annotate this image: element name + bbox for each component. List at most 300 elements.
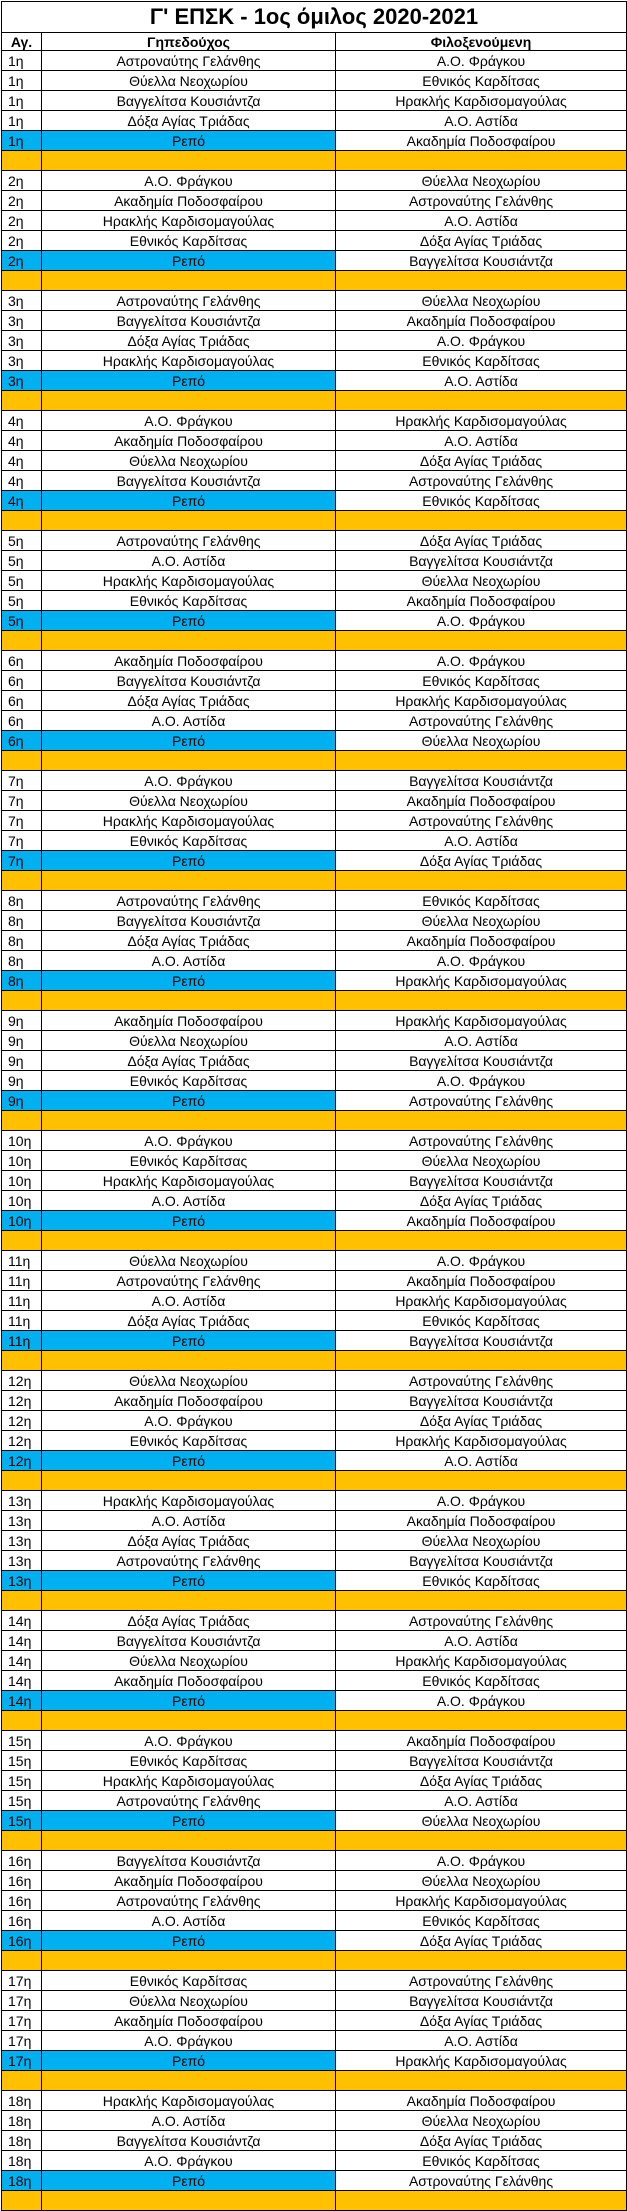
rest-row bbox=[2, 251, 627, 271]
away-team-cell: Α.Ο. Αστίδα bbox=[336, 371, 627, 391]
home-team-cell: Α.Ο. Φράγκου bbox=[42, 771, 336, 791]
separator-cell bbox=[42, 151, 336, 171]
home-team-cell: Βαγγελίτσα Κουσιάντζα bbox=[42, 91, 336, 111]
match-row bbox=[2, 171, 627, 191]
separator-cell bbox=[336, 1711, 627, 1731]
home-team-cell: Α.Ο. Αστίδα bbox=[42, 551, 336, 571]
fixtures-table bbox=[1, 1, 627, 2211]
match-row bbox=[2, 1011, 627, 1031]
rest-cell: Ρεπό bbox=[42, 2051, 336, 2071]
match-row bbox=[2, 51, 627, 71]
home-team-cell: Ακαδημία Ποδοσφαίρου bbox=[42, 431, 336, 451]
match-row bbox=[2, 311, 627, 331]
home-team-cell: Α.Ο. Φράγκου bbox=[42, 1131, 336, 1151]
home-team-cell: Βαγγελίτσα Κουσιάντζα bbox=[42, 311, 336, 331]
round-cell: 4η bbox=[2, 471, 42, 491]
separator-cell bbox=[42, 631, 336, 651]
round-separator-row bbox=[2, 511, 627, 531]
home-team-cell: Α.Ο. Φράγκου bbox=[42, 171, 336, 191]
round-cell: 17η bbox=[2, 2051, 42, 2071]
round-separator-row bbox=[2, 1111, 627, 1131]
separator-cell bbox=[42, 1711, 336, 1731]
away-team-cell: Ηρακλής Καρδισομαγούλας bbox=[336, 691, 627, 711]
separator-cell bbox=[2, 631, 42, 651]
home-team-cell: Αστροναύτης Γελάνθης bbox=[42, 531, 336, 551]
round-cell: 4η bbox=[2, 491, 42, 511]
separator-cell bbox=[2, 991, 42, 1011]
home-team-cell: Αστροναύτης Γελάνθης bbox=[42, 51, 336, 71]
round-cell: 13η bbox=[2, 1551, 42, 1571]
away-team-cell: Εθνικός Καρδίτσας bbox=[336, 71, 627, 91]
home-team-cell: Θύελλα Νεοχωρίου bbox=[42, 1371, 336, 1391]
separator-cell bbox=[2, 751, 42, 771]
match-row bbox=[2, 1791, 627, 1811]
match-row bbox=[2, 831, 627, 851]
separator-cell bbox=[2, 391, 42, 411]
round-cell: 7η bbox=[2, 791, 42, 811]
separator-cell bbox=[336, 151, 627, 171]
away-team-cell: Εθνικός Καρδίτσας bbox=[336, 491, 627, 511]
separator-cell bbox=[42, 751, 336, 771]
round-cell: 10η bbox=[2, 1191, 42, 1211]
away-team-cell: Α.Ο. Αστίδα bbox=[336, 2031, 627, 2051]
away-team-cell: Βαγγελίτσα Κουσιάντζα bbox=[336, 1551, 627, 1571]
round-cell: 8η bbox=[2, 911, 42, 931]
match-row bbox=[2, 331, 627, 351]
round-separator-row bbox=[2, 2191, 627, 2211]
rest-row bbox=[2, 731, 627, 751]
round-cell: 16η bbox=[2, 1931, 42, 1951]
home-team-cell: Ηρακλής Καρδισομαγούλας bbox=[42, 811, 336, 831]
match-row bbox=[2, 951, 627, 971]
home-team-cell: Εθνικός Καρδίτσας bbox=[42, 1751, 336, 1771]
away-team-cell: Αστροναύτης Γελάνθης bbox=[336, 1131, 627, 1151]
match-row bbox=[2, 1151, 627, 1171]
match-row bbox=[2, 2031, 627, 2051]
rest-row bbox=[2, 1571, 627, 1591]
rest-row bbox=[2, 1331, 627, 1351]
round-cell: 2η bbox=[2, 171, 42, 191]
away-team-cell: Α.Ο. Φράγκου bbox=[336, 951, 627, 971]
round-separator-row bbox=[2, 871, 627, 891]
away-team-cell: Α.Ο. Αστίδα bbox=[336, 1451, 627, 1471]
round-cell: 16η bbox=[2, 1891, 42, 1911]
match-row bbox=[2, 1491, 627, 1511]
rest-row bbox=[2, 491, 627, 511]
header-home: Γηπεδούχος bbox=[42, 33, 336, 51]
match-row bbox=[2, 1411, 627, 1431]
away-team-cell: Δόξα Αγίας Τριάδας bbox=[336, 851, 627, 871]
match-row bbox=[2, 1671, 627, 1691]
rest-cell: Ρεπό bbox=[42, 2171, 336, 2191]
round-cell: 11η bbox=[2, 1291, 42, 1311]
home-team-cell: Δόξα Αγίας Τριάδας bbox=[42, 331, 336, 351]
round-cell: 13η bbox=[2, 1511, 42, 1531]
round-cell: 10η bbox=[2, 1131, 42, 1151]
away-team-cell: Ηρακλής Καρδισομαγούλας bbox=[336, 1891, 627, 1911]
round-cell: 1η bbox=[2, 111, 42, 131]
round-cell: 17η bbox=[2, 1991, 42, 2011]
round-separator-row bbox=[2, 391, 627, 411]
home-team-cell: Δόξα Αγίας Τριάδας bbox=[42, 1051, 336, 1071]
away-team-cell: Α.Ο. Φράγκου bbox=[336, 1691, 627, 1711]
rest-cell: Ρεπό bbox=[42, 251, 336, 271]
round-cell: 6η bbox=[2, 671, 42, 691]
home-team-cell: Θύελλα Νεοχωρίου bbox=[42, 1991, 336, 2011]
home-team-cell: Βαγγελίτσα Κουσιάντζα bbox=[42, 1851, 336, 1871]
match-row bbox=[2, 431, 627, 451]
separator-cell bbox=[42, 871, 336, 891]
round-cell: 6η bbox=[2, 711, 42, 731]
home-team-cell: Α.Ο. Φράγκου bbox=[42, 2031, 336, 2051]
round-cell: 18η bbox=[2, 2091, 42, 2111]
round-cell: 9η bbox=[2, 1091, 42, 1111]
away-team-cell: Α.Ο. Αστίδα bbox=[336, 831, 627, 851]
round-cell: 15η bbox=[2, 1791, 42, 1811]
round-separator-row bbox=[2, 1231, 627, 1251]
separator-cell bbox=[336, 2071, 627, 2091]
match-row bbox=[2, 771, 627, 791]
separator-cell bbox=[2, 2071, 42, 2091]
rest-cell: Ρεπό bbox=[42, 1091, 336, 1111]
away-team-cell: Θύελλα Νεοχωρίου bbox=[336, 1531, 627, 1551]
round-cell: 1η bbox=[2, 131, 42, 151]
away-team-cell: Βαγγελίτσα Κουσιάντζα bbox=[336, 1051, 627, 1071]
round-cell: 2η bbox=[2, 191, 42, 211]
fixtures-table-body bbox=[2, 2, 627, 2211]
round-cell: 2η bbox=[2, 251, 42, 271]
match-row bbox=[2, 2011, 627, 2031]
separator-cell bbox=[42, 2071, 336, 2091]
round-cell: 4η bbox=[2, 451, 42, 471]
match-row bbox=[2, 1371, 627, 1391]
separator-cell bbox=[42, 1231, 336, 1251]
rest-cell: Ρεπό bbox=[42, 971, 336, 991]
match-row bbox=[2, 2131, 627, 2151]
away-team-cell: Εθνικός Καρδίτσας bbox=[336, 1911, 627, 1931]
separator-cell bbox=[42, 1951, 336, 1971]
rest-row bbox=[2, 611, 627, 631]
rest-cell: Ρεπό bbox=[42, 1211, 336, 1231]
away-team-cell: Ηρακλής Καρδισομαγούλας bbox=[336, 971, 627, 991]
round-cell: 18η bbox=[2, 2131, 42, 2151]
home-team-cell: Ακαδημία Ποδοσφαίρου bbox=[42, 2011, 336, 2031]
away-team-cell: Θύελλα Νεοχωρίου bbox=[336, 911, 627, 931]
match-row bbox=[2, 1291, 627, 1311]
round-cell: 3η bbox=[2, 371, 42, 391]
home-team-cell: Εθνικός Καρδίτσας bbox=[42, 1971, 336, 1991]
home-team-cell: Δόξα Αγίας Τριάδας bbox=[42, 931, 336, 951]
away-team-cell: Α.Ο. Αστίδα bbox=[336, 1791, 627, 1811]
match-row bbox=[2, 351, 627, 371]
home-team-cell: Θύελλα Νεοχωρίου bbox=[42, 1251, 336, 1271]
away-team-cell: Ηρακλής Καρδισομαγούλας bbox=[336, 2051, 627, 2071]
match-row bbox=[2, 1971, 627, 1991]
separator-cell bbox=[336, 1951, 627, 1971]
round-cell: 15η bbox=[2, 1771, 42, 1791]
home-team-cell: Ηρακλής Καρδισομαγούλας bbox=[42, 1771, 336, 1791]
away-team-cell: Αστροναύτης Γελάνθης bbox=[336, 1971, 627, 1991]
match-row bbox=[2, 571, 627, 591]
away-team-cell: Α.Ο. Αστίδα bbox=[336, 1631, 627, 1651]
match-row bbox=[2, 1731, 627, 1751]
round-cell: 3η bbox=[2, 291, 42, 311]
match-row bbox=[2, 1651, 627, 1671]
home-team-cell: Θύελλα Νεοχωρίου bbox=[42, 71, 336, 91]
match-row bbox=[2, 531, 627, 551]
away-team-cell: Ηρακλής Καρδισομαγούλας bbox=[336, 91, 627, 111]
match-row bbox=[2, 891, 627, 911]
round-cell: 3η bbox=[2, 351, 42, 371]
rest-cell: Ρεπό bbox=[42, 1331, 336, 1351]
away-team-cell: Α.Ο. Αστίδα bbox=[336, 111, 627, 131]
round-separator-row bbox=[2, 631, 627, 651]
rest-cell: Ρεπό bbox=[42, 611, 336, 631]
round-cell: 13η bbox=[2, 1571, 42, 1591]
away-team-cell: Δόξα Αγίας Τριάδας bbox=[336, 451, 627, 471]
away-team-cell: Αστροναύτης Γελάνθης bbox=[336, 811, 627, 831]
round-cell: 8η bbox=[2, 971, 42, 991]
match-row bbox=[2, 291, 627, 311]
home-team-cell: Δόξα Αγίας Τριάδας bbox=[42, 111, 336, 131]
away-team-cell: Αστροναύτης Γελάνθης bbox=[336, 1371, 627, 1391]
home-team-cell: Αστροναύτης Γελάνθης bbox=[42, 1891, 336, 1911]
match-row bbox=[2, 2111, 627, 2131]
match-row bbox=[2, 1131, 627, 1151]
round-cell: 12η bbox=[2, 1451, 42, 1471]
home-team-cell: Αστροναύτης Γελάνθης bbox=[42, 1551, 336, 1571]
home-team-cell: Ακαδημία Ποδοσφαίρου bbox=[42, 1391, 336, 1411]
home-team-cell: Ηρακλής Καρδισομαγούλας bbox=[42, 2091, 336, 2111]
away-team-cell: Α.Ο. Αστίδα bbox=[336, 1031, 627, 1051]
match-row bbox=[2, 651, 627, 671]
round-cell: 16η bbox=[2, 1871, 42, 1891]
separator-cell bbox=[336, 991, 627, 1011]
away-team-cell: Θύελλα Νεοχωρίου bbox=[336, 1151, 627, 1171]
home-team-cell: Θύελλα Νεοχωρίου bbox=[42, 1031, 336, 1051]
round-cell: 8η bbox=[2, 951, 42, 971]
match-row bbox=[2, 111, 627, 131]
away-team-cell: Ακαδημία Ποδοσφαίρου bbox=[336, 1271, 627, 1291]
round-cell: 7η bbox=[2, 811, 42, 831]
match-row bbox=[2, 231, 627, 251]
title-row bbox=[2, 2, 627, 33]
separator-cell bbox=[42, 1111, 336, 1131]
home-team-cell: Βαγγελίτσα Κουσιάντζα bbox=[42, 1631, 336, 1651]
away-team-cell: Α.Ο. Αστίδα bbox=[336, 431, 627, 451]
round-cell: 14η bbox=[2, 1651, 42, 1671]
away-team-cell: Θύελλα Νεοχωρίου bbox=[336, 171, 627, 191]
match-row bbox=[2, 1991, 627, 2011]
round-cell: 14η bbox=[2, 1691, 42, 1711]
home-team-cell: Δόξα Αγίας Τριάδας bbox=[42, 1611, 336, 1631]
round-cell: 12η bbox=[2, 1391, 42, 1411]
rest-cell: Ρεπό bbox=[42, 1571, 336, 1591]
away-team-cell: Ακαδημία Ποδοσφαίρου bbox=[336, 131, 627, 151]
match-row bbox=[2, 1031, 627, 1051]
match-row bbox=[2, 191, 627, 211]
match-row bbox=[2, 1071, 627, 1091]
home-team-cell: Εθνικός Καρδίτσας bbox=[42, 1431, 336, 1451]
round-separator-row bbox=[2, 751, 627, 771]
rest-row bbox=[2, 1691, 627, 1711]
round-cell: 18η bbox=[2, 2151, 42, 2171]
away-team-cell: Εθνικός Καρδίτσας bbox=[336, 1311, 627, 1331]
separator-cell bbox=[2, 1351, 42, 1371]
home-team-cell: Ακαδημία Ποδοσφαίρου bbox=[42, 1871, 336, 1891]
separator-cell bbox=[2, 1591, 42, 1611]
match-row bbox=[2, 671, 627, 691]
home-team-cell: Α.Ο. Αστίδα bbox=[42, 1291, 336, 1311]
separator-cell bbox=[2, 1831, 42, 1851]
rest-row bbox=[2, 131, 627, 151]
home-team-cell: Ακαδημία Ποδοσφαίρου bbox=[42, 1011, 336, 1031]
round-cell: 5η bbox=[2, 571, 42, 591]
away-team-cell: Δόξα Αγίας Τριάδας bbox=[336, 1931, 627, 1951]
rest-row bbox=[2, 1451, 627, 1471]
rest-row bbox=[2, 1091, 627, 1111]
away-team-cell: Ηρακλής Καρδισομαγούλας bbox=[336, 1431, 627, 1451]
separator-cell bbox=[2, 871, 42, 891]
round-cell: 16η bbox=[2, 1851, 42, 1871]
round-cell: 10η bbox=[2, 1171, 42, 1191]
separator-cell bbox=[42, 991, 336, 1011]
round-cell: 7η bbox=[2, 831, 42, 851]
rest-cell: Ρεπό bbox=[42, 1451, 336, 1471]
separator-cell bbox=[2, 1471, 42, 1491]
rest-row bbox=[2, 1211, 627, 1231]
home-team-cell: Βαγγελίτσα Κουσιάντζα bbox=[42, 471, 336, 491]
away-team-cell: Δόξα Αγίας Τριάδας bbox=[336, 531, 627, 551]
rest-row bbox=[2, 851, 627, 871]
round-cell: 7η bbox=[2, 851, 42, 871]
home-team-cell: Α.Ο. Αστίδα bbox=[42, 711, 336, 731]
home-team-cell: Εθνικός Καρδίτσας bbox=[42, 231, 336, 251]
away-team-cell: Αστροναύτης Γελάνθης bbox=[336, 2171, 627, 2191]
home-team-cell: Ακαδημία Ποδοσφαίρου bbox=[42, 1671, 336, 1691]
separator-cell bbox=[2, 1231, 42, 1251]
away-team-cell: Δόξα Αγίας Τριάδας bbox=[336, 1771, 627, 1791]
round-cell: 11η bbox=[2, 1271, 42, 1291]
round-cell: 1η bbox=[2, 51, 42, 71]
match-row bbox=[2, 1531, 627, 1551]
round-cell: 15η bbox=[2, 1751, 42, 1771]
round-separator-row bbox=[2, 2071, 627, 2091]
home-team-cell: Α.Ο. Αστίδα bbox=[42, 951, 336, 971]
match-row bbox=[2, 411, 627, 431]
home-team-cell: Ηρακλής Καρδισομαγούλας bbox=[42, 211, 336, 231]
round-cell: 17η bbox=[2, 2031, 42, 2051]
away-team-cell: Αστροναύτης Γελάνθης bbox=[336, 711, 627, 731]
match-row bbox=[2, 471, 627, 491]
match-row bbox=[2, 791, 627, 811]
round-cell: 12η bbox=[2, 1411, 42, 1431]
round-separator-row bbox=[2, 1591, 627, 1611]
match-row bbox=[2, 91, 627, 111]
round-cell: 11η bbox=[2, 1251, 42, 1271]
round-cell: 18η bbox=[2, 2111, 42, 2131]
away-team-cell: Αστροναύτης Γελάνθης bbox=[336, 1611, 627, 1631]
home-team-cell: Α.Ο. Αστίδα bbox=[42, 1911, 336, 1931]
round-cell: 16η bbox=[2, 1911, 42, 1931]
home-team-cell: Εθνικός Καρδίτσας bbox=[42, 831, 336, 851]
match-row bbox=[2, 1871, 627, 1891]
header-away: Φιλοξενούμενη bbox=[336, 33, 627, 51]
match-row bbox=[2, 1311, 627, 1331]
match-row bbox=[2, 1271, 627, 1291]
round-separator-row bbox=[2, 1951, 627, 1971]
away-team-cell: Θύελλα Νεοχωρίου bbox=[336, 291, 627, 311]
away-team-cell: Ηρακλής Καρδισομαγούλας bbox=[336, 411, 627, 431]
separator-cell bbox=[336, 391, 627, 411]
separator-cell bbox=[336, 2191, 627, 2211]
away-team-cell: Α.Ο. Φράγκου bbox=[336, 611, 627, 631]
home-team-cell: Θύελλα Νεοχωρίου bbox=[42, 1651, 336, 1671]
away-team-cell: Βαγγελίτσα Κουσιάντζα bbox=[336, 771, 627, 791]
away-team-cell: Δόξα Αγίας Τριάδας bbox=[336, 1411, 627, 1431]
away-team-cell: Βαγγελίτσα Κουσιάντζα bbox=[336, 1391, 627, 1411]
separator-cell bbox=[42, 511, 336, 531]
away-team-cell: Ακαδημία Ποδοσφαίρου bbox=[336, 311, 627, 331]
home-team-cell: Θύελλα Νεοχωρίου bbox=[42, 451, 336, 471]
rest-cell: Ρεπό bbox=[42, 731, 336, 751]
page-title: Γ' ΕΠΣΚ - 1ος όμιλος 2020-2021 bbox=[2, 2, 627, 33]
round-cell: 5η bbox=[2, 531, 42, 551]
round-separator-row bbox=[2, 991, 627, 1011]
away-team-cell: Δόξα Αγίας Τριάδας bbox=[336, 2011, 627, 2031]
separator-cell bbox=[42, 1831, 336, 1851]
round-cell: 3η bbox=[2, 311, 42, 331]
round-cell: 5η bbox=[2, 611, 42, 631]
separator-cell bbox=[336, 1831, 627, 1851]
round-cell: 8η bbox=[2, 891, 42, 911]
separator-cell bbox=[336, 1591, 627, 1611]
away-team-cell: Α.Ο. Φράγκου bbox=[336, 331, 627, 351]
round-cell: 6η bbox=[2, 651, 42, 671]
separator-cell bbox=[336, 271, 627, 291]
away-team-cell: Εθνικός Καρδίτσας bbox=[336, 671, 627, 691]
away-team-cell: Δόξα Αγίας Τριάδας bbox=[336, 231, 627, 251]
match-row bbox=[2, 711, 627, 731]
round-cell: 14η bbox=[2, 1611, 42, 1631]
home-team-cell: Α.Ο. Φράγκου bbox=[42, 411, 336, 431]
match-row bbox=[2, 1251, 627, 1271]
away-team-cell: Ηρακλής Καρδισομαγούλας bbox=[336, 1291, 627, 1311]
match-row bbox=[2, 2091, 627, 2111]
round-cell: 17η bbox=[2, 1971, 42, 1991]
round-cell: 14η bbox=[2, 1671, 42, 1691]
rest-cell: Ρεπό bbox=[42, 851, 336, 871]
round-separator-row bbox=[2, 1831, 627, 1851]
home-team-cell: Α.Ο. Αστίδα bbox=[42, 1511, 336, 1531]
match-row bbox=[2, 691, 627, 711]
home-team-cell: Αστροναύτης Γελάνθης bbox=[42, 891, 336, 911]
rest-row bbox=[2, 371, 627, 391]
away-team-cell: Εθνικός Καρδίτσας bbox=[336, 1671, 627, 1691]
away-team-cell: Ηρακλής Καρδισομαγούλας bbox=[336, 1651, 627, 1671]
away-team-cell: Θύελλα Νεοχωρίου bbox=[336, 1871, 627, 1891]
match-row bbox=[2, 1171, 627, 1191]
away-team-cell: Ακαδημία Ποδοσφαίρου bbox=[336, 2091, 627, 2111]
away-team-cell: Εθνικός Καρδίτσας bbox=[336, 2151, 627, 2171]
separator-cell bbox=[42, 2191, 336, 2211]
away-team-cell: Ηρακλής Καρδισομαγούλας bbox=[336, 1011, 627, 1031]
round-cell: 9η bbox=[2, 1051, 42, 1071]
away-team-cell: Θύελλα Νεοχωρίου bbox=[336, 1811, 627, 1831]
separator-cell bbox=[2, 511, 42, 531]
rest-cell: Ρεπό bbox=[42, 371, 336, 391]
match-row bbox=[2, 911, 627, 931]
